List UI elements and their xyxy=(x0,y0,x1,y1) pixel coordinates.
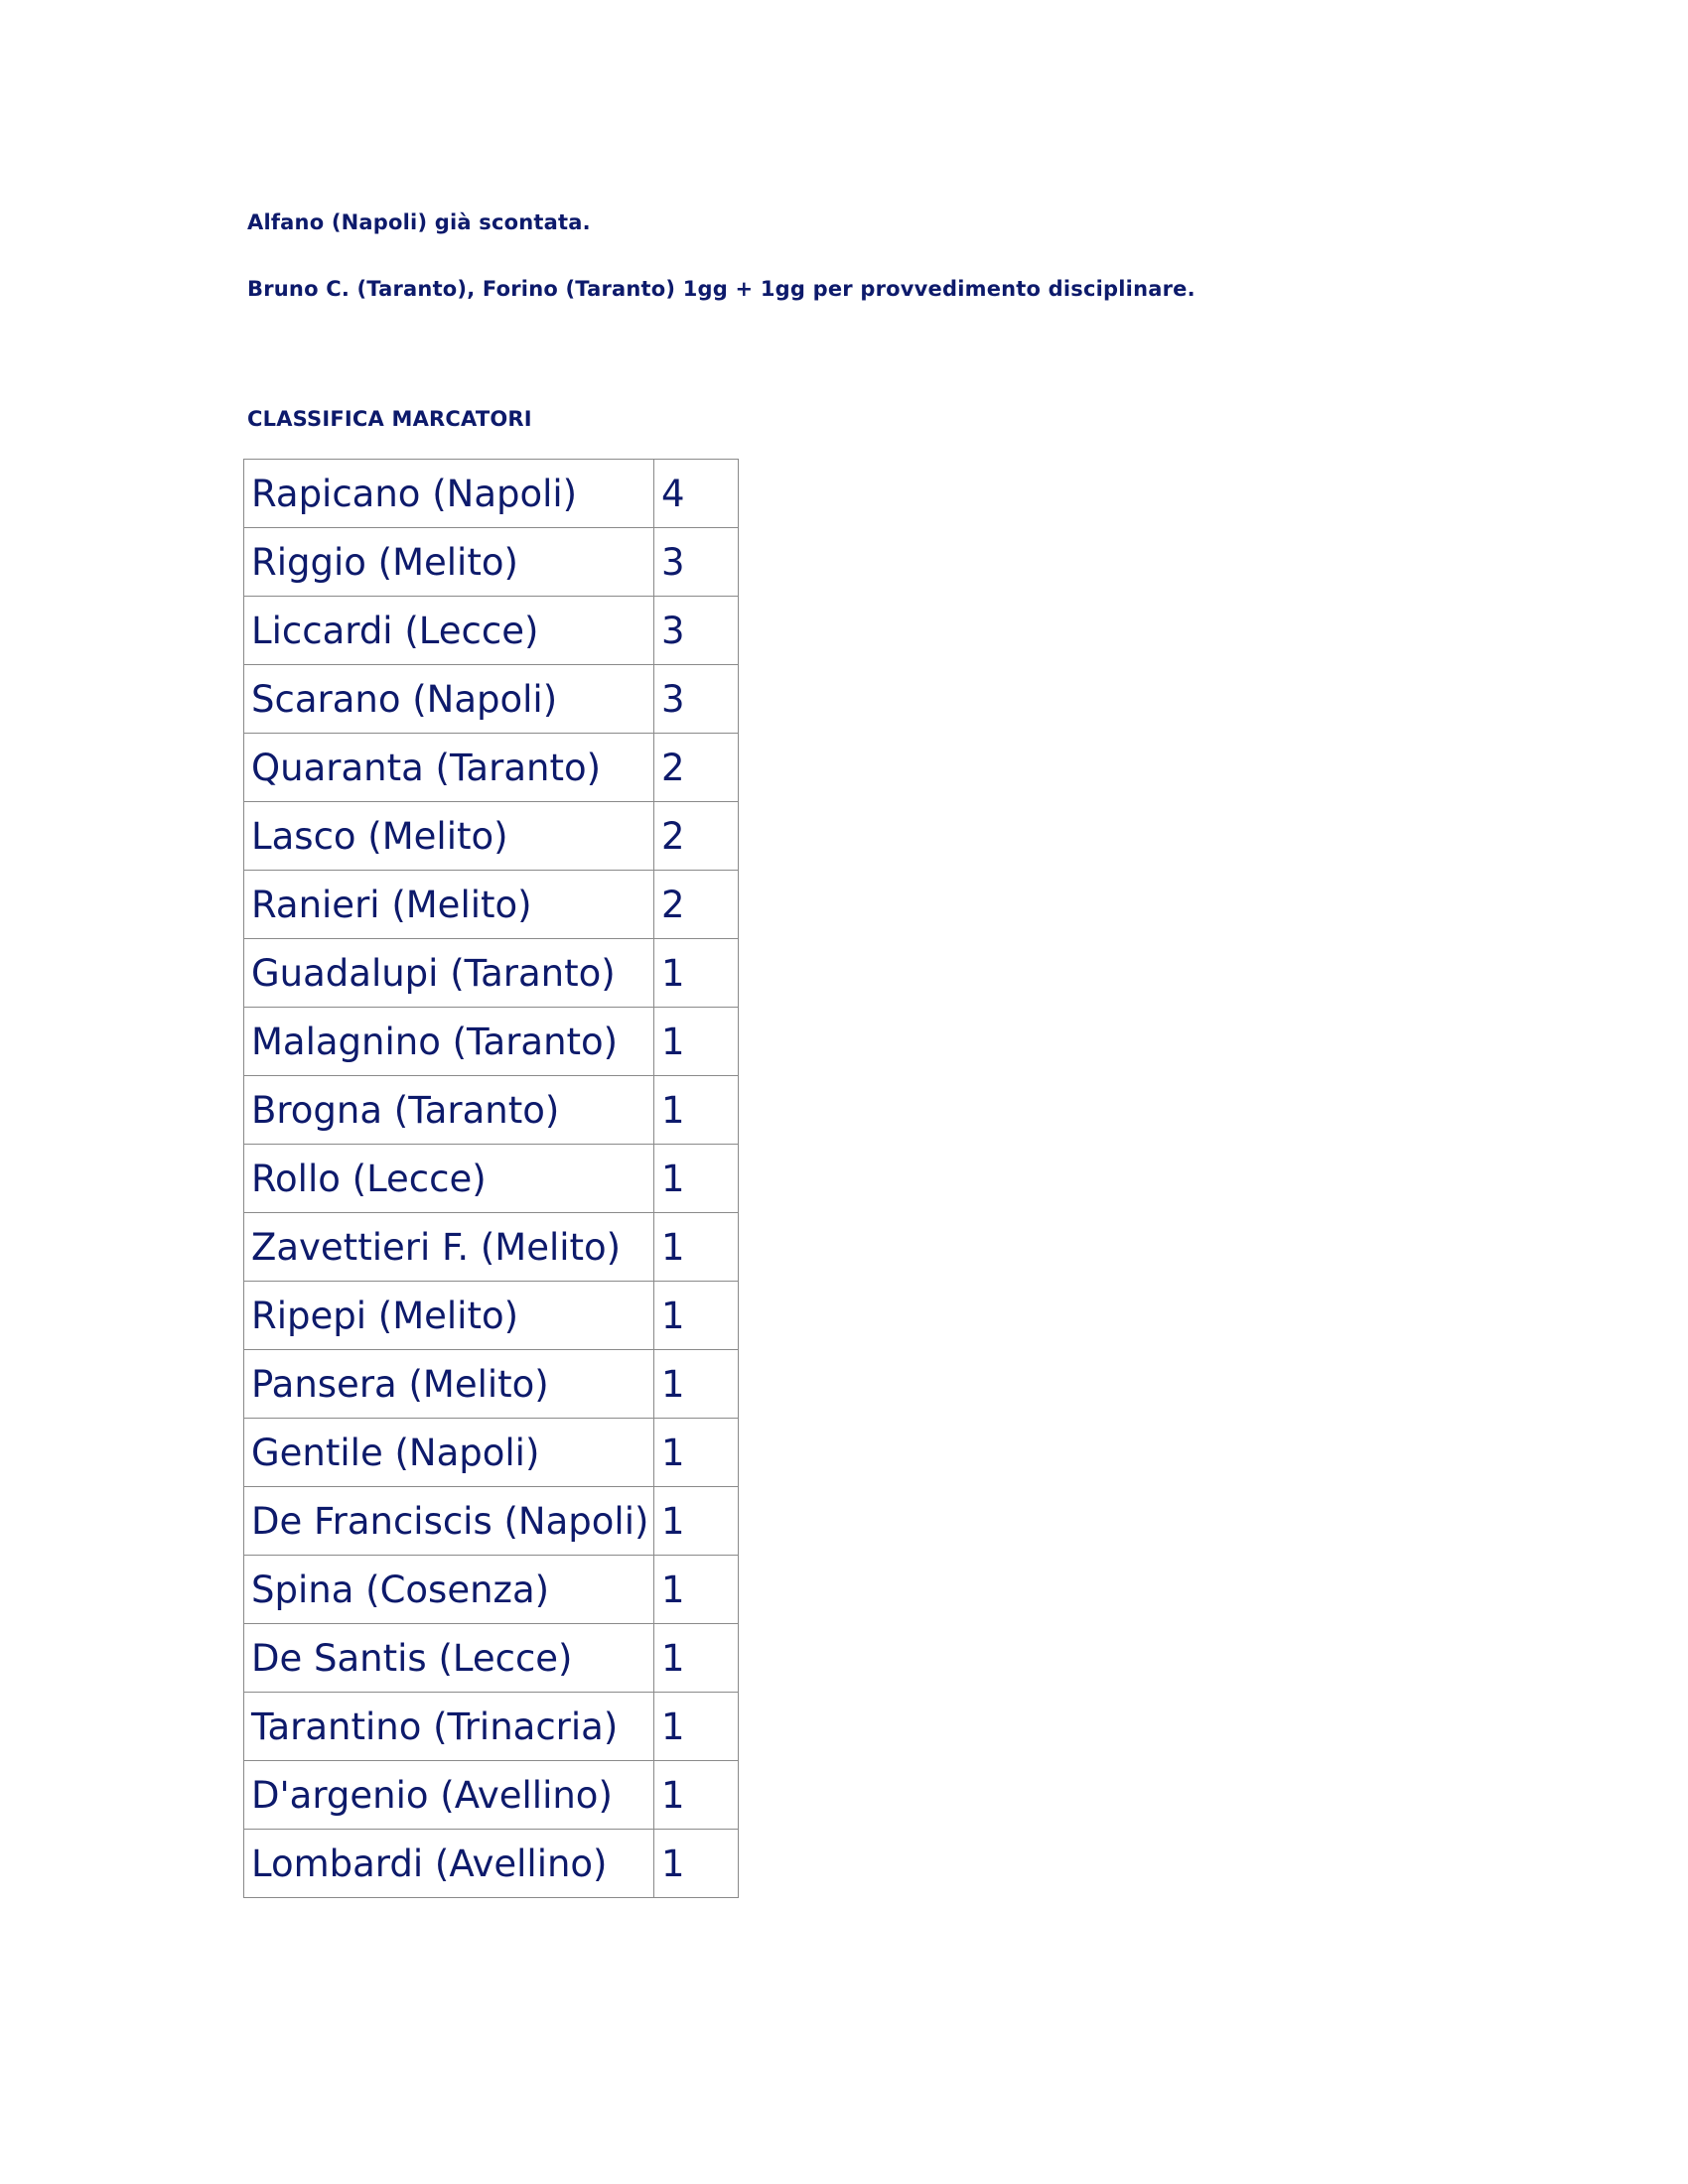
scorer-name: Rollo (Lecce) xyxy=(244,1145,654,1213)
scorer-goals: 1 xyxy=(654,1761,739,1830)
scorer-goals: 3 xyxy=(654,665,739,734)
disciplinary-note: Bruno C. (Taranto), Forino (Taranto) 1gg + 1gg per provvedimento disciplinare. xyxy=(247,277,1196,301)
table-row xyxy=(244,1145,739,1213)
table-row xyxy=(244,1350,739,1419)
scorer-name: Malagnino (Taranto) xyxy=(244,1008,654,1076)
scorer-name: De Santis (Lecce) xyxy=(244,1624,654,1693)
scorer-goals: 1 xyxy=(654,1145,739,1213)
table-row xyxy=(244,460,739,528)
scorer-name: Rapicano (Napoli) xyxy=(244,460,654,528)
section-title: CLASSIFICA MARCATORI xyxy=(247,407,532,431)
scorer-name: Lombardi (Avellino) xyxy=(244,1830,654,1898)
table-row xyxy=(244,1830,739,1898)
scorer-goals: 1 xyxy=(654,1556,739,1624)
table-row xyxy=(244,1624,739,1693)
scorer-goals: 2 xyxy=(654,871,739,939)
table-row xyxy=(244,665,739,734)
scorer-goals: 1 xyxy=(654,1008,739,1076)
scorer-goals: 3 xyxy=(654,597,739,665)
table-row xyxy=(244,939,739,1008)
scorer-goals: 1 xyxy=(654,1350,739,1419)
scorer-name: Ranieri (Melito) xyxy=(244,871,654,939)
scorer-goals: 2 xyxy=(654,802,739,871)
table-row xyxy=(244,802,739,871)
scorer-name: Scarano (Napoli) xyxy=(244,665,654,734)
scorer-goals: 2 xyxy=(654,734,739,802)
table-row xyxy=(244,597,739,665)
scorer-name: Quaranta (Taranto) xyxy=(244,734,654,802)
scorer-goals: 1 xyxy=(654,1076,739,1145)
table-row xyxy=(244,1761,739,1830)
scorer-name: Spina (Cosenza) xyxy=(244,1556,654,1624)
scorer-goals: 1 xyxy=(654,1830,739,1898)
scorer-goals: 4 xyxy=(654,460,739,528)
scorer-name: Liccardi (Lecce) xyxy=(244,597,654,665)
scorer-goals: 3 xyxy=(654,528,739,597)
table-row xyxy=(244,871,739,939)
scorer-name: Guadalupi (Taranto) xyxy=(244,939,654,1008)
scorer-goals: 1 xyxy=(654,1282,739,1350)
table-row xyxy=(244,1008,739,1076)
scorer-goals: 1 xyxy=(654,939,739,1008)
scorers-table xyxy=(243,459,739,1898)
table-row xyxy=(244,1556,739,1624)
disciplinary-note: Alfano (Napoli) già scontata. xyxy=(247,210,591,234)
scorer-name: Ripepi (Melito) xyxy=(244,1282,654,1350)
scorer-name: Gentile (Napoli) xyxy=(244,1419,654,1487)
scorers-table-body xyxy=(244,460,739,1898)
scorer-goals: 1 xyxy=(654,1419,739,1487)
scorer-name: Pansera (Melito) xyxy=(244,1350,654,1419)
table-row xyxy=(244,1419,739,1487)
table-row xyxy=(244,1487,739,1556)
scorer-name: Lasco (Melito) xyxy=(244,802,654,871)
scorer-goals: 1 xyxy=(654,1213,739,1282)
table-row xyxy=(244,1693,739,1761)
table-row xyxy=(244,1282,739,1350)
scorer-goals: 1 xyxy=(654,1624,739,1693)
scorer-name: Tarantino (Trinacria) xyxy=(244,1693,654,1761)
scorer-name: D'argenio (Avellino) xyxy=(244,1761,654,1830)
scorer-name: Zavettieri F. (Melito) xyxy=(244,1213,654,1282)
scorer-name: De Franciscis (Napoli) xyxy=(244,1487,654,1556)
table-row xyxy=(244,1076,739,1145)
table-row xyxy=(244,1213,739,1282)
scorer-name: Riggio (Melito) xyxy=(244,528,654,597)
table-row xyxy=(244,528,739,597)
table-row xyxy=(244,734,739,802)
scorer-goals: 1 xyxy=(654,1693,739,1761)
scorer-name: Brogna (Taranto) xyxy=(244,1076,654,1145)
scorer-goals: 1 xyxy=(654,1487,739,1556)
